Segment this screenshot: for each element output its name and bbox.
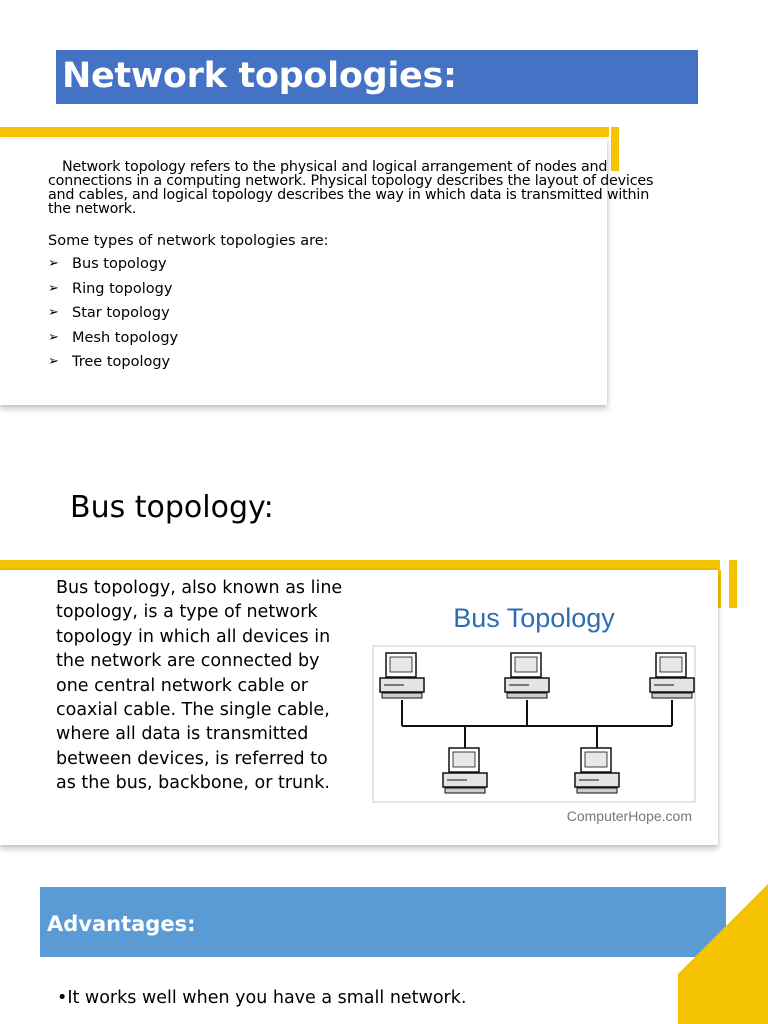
intro-paragraph: [48, 160, 663, 216]
intro-card: [0, 139, 654, 405]
advantages-banner: [40, 887, 726, 957]
list-item: ➢ Star topology: [48, 305, 170, 321]
corner-decoration: [678, 884, 768, 1024]
computer-icon: [443, 748, 487, 793]
bullet-icon: •: [57, 988, 68, 1008]
list-item: ➢ Mesh topology: [48, 329, 179, 346]
arrow-bullet-icon: ➢: [48, 256, 59, 271]
diagram-credit: ComputerHope.com: [566, 808, 692, 824]
arrow-bullet-icon: ➢: [48, 354, 59, 369]
bus-description: Bus topology, also known as line topology, is a type of network topology in which all devices in the network are connected by one central network cable or coaxial cable. The single cable, where all data is transmitted between devices, is referred to as the bus, backbone, or trunk.: [56, 578, 343, 794]
accent-bar-top-1: [0, 127, 609, 137]
computer-icon: [575, 748, 619, 793]
computer-icon: [505, 653, 549, 698]
types-label: Some types of network topologies are:: [48, 233, 329, 249]
computer-icon: [380, 653, 424, 698]
arrow-bullet-icon: ➢: [48, 329, 59, 345]
accent-bar-side-2: [729, 560, 737, 608]
bus-topology-heading: Bus topology:: [70, 490, 274, 525]
computer-icon: [650, 653, 694, 698]
list-item: ➢ Ring topology: [48, 280, 173, 297]
page-title: Network topologies:: [62, 56, 457, 96]
advantages-heading: Advantages:: [47, 912, 196, 936]
bus-topology-card: [0, 570, 718, 845]
diagram-title: Bus Topology: [453, 603, 615, 633]
accent-bar-top-2: [0, 560, 720, 570]
arrow-bullet-icon: ➢: [48, 305, 59, 320]
list-item: ➢ Tree topology: [48, 354, 171, 370]
list-item: •It works well when you have a small network.: [57, 988, 467, 1008]
page-title-banner: [56, 50, 698, 104]
topology-types-list: [48, 256, 178, 379]
intro-text: Network topology refers to the physical and logical arrangement of nodes and connections in a computing network. Physical topology describes the layout of devices and cables, and logical topology describes the way in which data is transmitted within the network.: [48, 159, 654, 217]
bus-topology-diagram: [372, 588, 697, 828]
list-item: ➢ Bus topology: [48, 256, 167, 272]
arrow-bullet-icon: ➢: [48, 280, 59, 296]
